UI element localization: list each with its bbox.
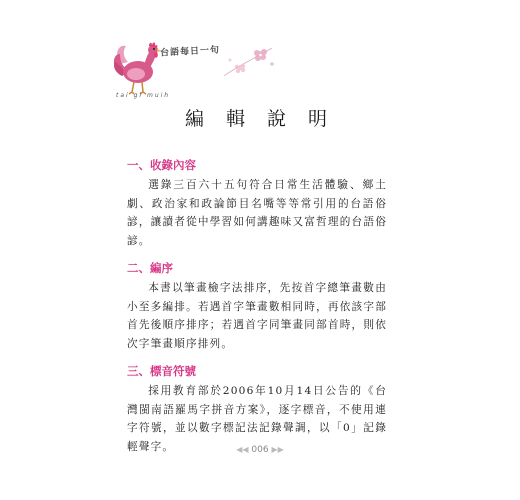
section-body-ordering: 本書以筆畫檢字法排序，先按首字總筆畫數由小至多編排。若遇首字筆畫數相同時，再依該字部首先後順序排序；若遇首字同筆畫同部首時，則依次字筆畫順序排列。 [127, 282, 387, 350]
section-body-collection: 選錄三百六十五句符合日常生活體驗、鄉土劇、政治家和政論節目名嘴等等常引用的台語俗諺，讓讀者從中學習如何講趣味又富哲理的台語俗諺。 [127, 179, 387, 247]
page-title: 編 輯 說 明 [184, 108, 336, 130]
content-body [127, 156, 387, 465]
section-heading-phonetics: 三、標音符號 [127, 364, 196, 378]
page-footer [0, 445, 520, 455]
plum-blossom-icon [220, 42, 280, 82]
section-body-phonetics: 採用教育部於2006年10月14日公告的《台灣閩南語羅馬字拼音方案》，逐字標音，不使用連字符號，並以數字標記法記錄聲調，以「0」記錄輕聲字。 [127, 385, 387, 453]
footer-deco-right: ▶▶ [271, 445, 284, 454]
section-heading-collection: 一、收錄內容 [127, 158, 196, 172]
logo-subtitle: tai gi muih [116, 92, 171, 99]
header-logo [112, 36, 272, 106]
footer-deco-left: ◀◀ [236, 445, 249, 454]
section-heading-ordering: 二、編序 [127, 261, 173, 275]
page-number: 006 [251, 445, 269, 455]
logo-title: 台語每日一句 [159, 45, 221, 59]
